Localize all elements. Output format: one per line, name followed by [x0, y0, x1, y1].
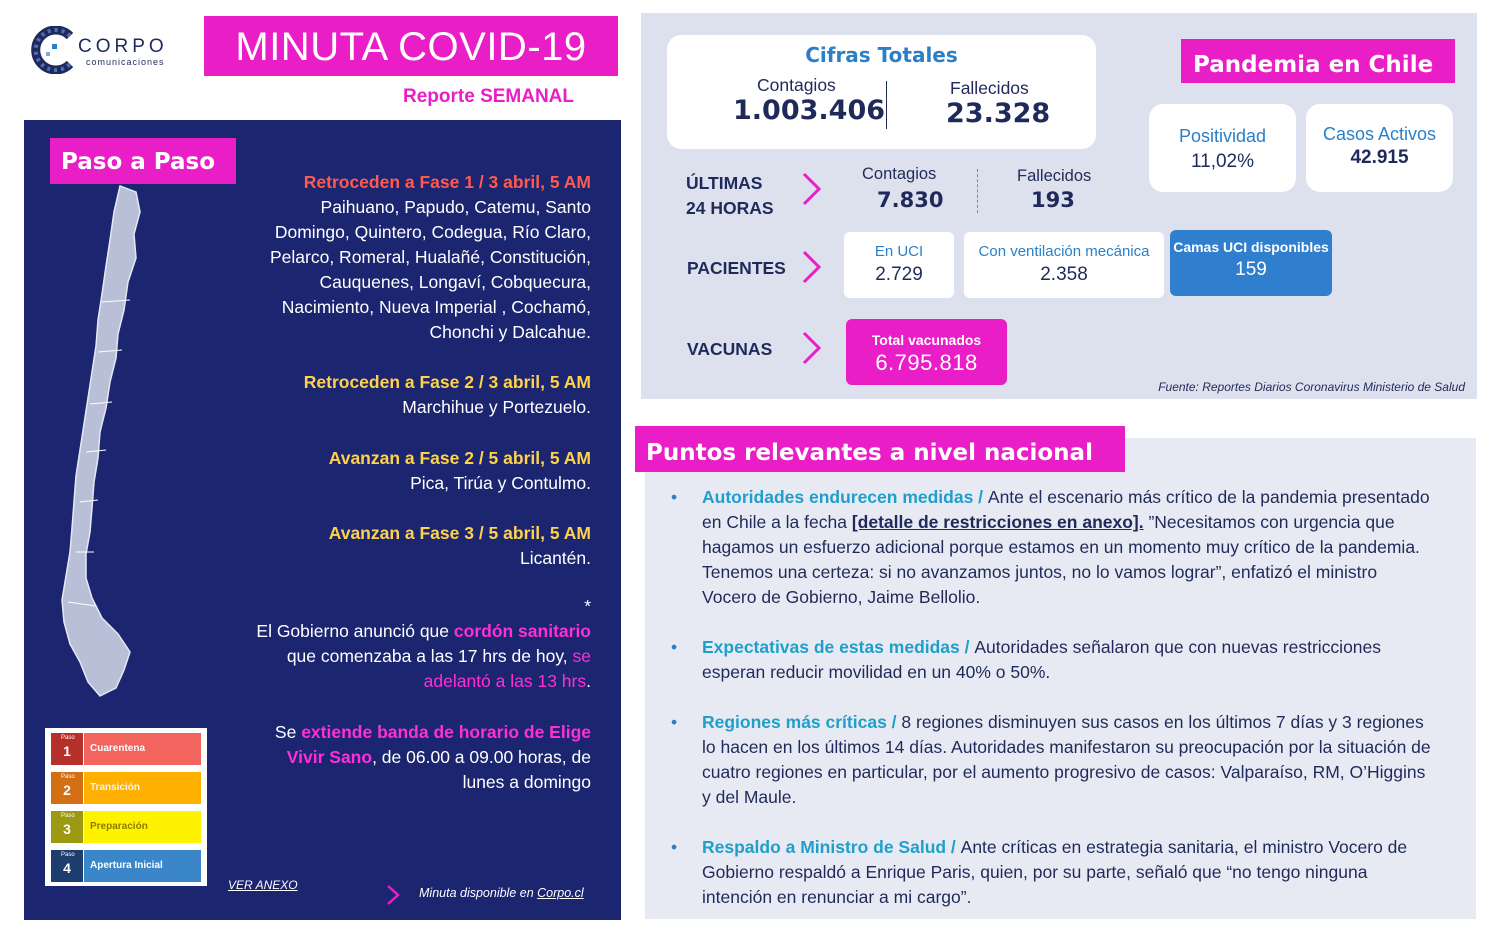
asterisk: * [584, 596, 591, 616]
vacunas-label: VACUNAS [687, 339, 773, 359]
legend-paso-label: Paso [61, 813, 75, 819]
legend-number [51, 850, 83, 882]
point-text: Ante el escenario más crítico de la pandemia presentado en Chile a la fecha [702, 487, 1430, 532]
bullet-icon: • [671, 637, 678, 657]
chile-map-icon [40, 182, 150, 702]
logo-subtitle: comunicaciones [86, 57, 165, 67]
page-title: MINUTA COVID-19 [204, 16, 618, 76]
ventilacion-value: 2.358 [1040, 264, 1088, 285]
en-uci-value: 2.729 [875, 264, 923, 285]
pacientes-label: PACIENTES [687, 258, 786, 278]
divider [886, 81, 887, 129]
fallecidos-total-value: 23.328 [946, 98, 1051, 129]
ultimas-24-label [686, 171, 774, 221]
horario-highlight: extiende banda de horario de Elige [301, 722, 591, 742]
legend-num-text: 3 [63, 821, 71, 837]
total-vacunados-value: 6.795.818 [875, 350, 978, 375]
legend-num-text: 4 [63, 860, 71, 876]
commune-line: Licantén. [519, 548, 591, 568]
cordon-text: que comenzaba a las 17 hrs de hoy, [286, 646, 573, 666]
logo-name: CORPO [78, 36, 168, 57]
fuente-note: Fuente: Reportes Diarios Coronavirus Ministerio de Salud [1158, 380, 1465, 394]
corpo-link[interactable]: Corpo.cl [537, 886, 584, 900]
anexo-link[interactable]: [detalle de restricciones en anexo]. [851, 512, 1144, 532]
legend-row-3 [51, 811, 201, 843]
commune-line: Chonchi y Dalcahue. [429, 322, 591, 342]
fallecidos-total-label: Fallecidos [950, 78, 1029, 98]
phase-heading: Retroceden a Fase 1 / 3 abril, 5 AM [303, 172, 591, 192]
legend-paso-label: Paso [61, 774, 75, 780]
chevron-right-icon [801, 330, 823, 366]
bullet-icon: • [671, 487, 678, 507]
ultimas-24-line-1: ÚLTIMAS [686, 173, 763, 193]
positividad-value: 11,02% [1190, 151, 1255, 172]
cordon-highlight: cordón sanitario [453, 621, 591, 641]
phase-legend [45, 728, 207, 886]
paso-a-paso-panel [24, 120, 621, 920]
point-title: Regiones más críticas / [702, 712, 902, 732]
cifras-totales-card [667, 35, 1096, 149]
point-title: Autoridades endurecen medidas / [702, 487, 988, 507]
bullet-icon: • [671, 712, 678, 732]
corpo-logo [30, 24, 200, 76]
commune-line: Marchihue y Portezuelo. [402, 397, 591, 417]
ventilacion-card [964, 232, 1164, 298]
point-autoridades [673, 485, 1433, 610]
horario-note [275, 720, 591, 795]
point-text: Ante críticas en estrategia sanitaria, el ministro Vocero de Gobierno respaldó a Enrique Paris, quien, por su parte, señaló que “no tengo ninguna intención en renunciar a mi cargo”. [702, 837, 1408, 907]
camas-uci-label: Camas UCI disponibles [1173, 239, 1329, 255]
contagios-24h-value: 7.830 [877, 188, 944, 212]
chevron-right-icon [801, 249, 823, 285]
total-vacunados-card [846, 319, 1007, 385]
chevron-right-icon [386, 884, 400, 906]
minuta-disponible [419, 886, 584, 900]
phase-group-3 [329, 446, 591, 496]
ventilacion-label: Con ventilación mecánica [978, 243, 1150, 260]
legend-number [51, 811, 83, 843]
bullet-icon: • [671, 837, 678, 857]
cordon-text: El Gobierno anunció que [256, 621, 454, 641]
legend-label: Apertura Inicial [84, 850, 201, 882]
contagios-total-label: Contagios [757, 75, 836, 95]
positividad-card [1149, 104, 1296, 192]
horario-text: Se [274, 722, 302, 742]
legend-number [51, 733, 83, 765]
legend-paso-label: Paso [61, 852, 75, 858]
phase-heading: Avanzan a Fase 2 / 5 abril, 5 AM [328, 448, 591, 468]
horario-text: , de 06.00 a 09.00 horas, de [372, 747, 591, 767]
point-title: Respaldo a Ministro de Salud / [702, 837, 961, 857]
report-subtitle: Reporte SEMANAL [403, 86, 575, 107]
point-text: ”Necesitamos con urgencia que hagamos un esfuerzo adicional porque estamos en un momento muy crítico de la pandemia. Tenemos una certeza: si no avanzamos juntos, no lo vamos lograr”, enfatizó el ministro Vocero de Gobierno, Jaime Bellolio. [702, 512, 1420, 607]
casos-activos-label: Casos Activos [1322, 124, 1437, 144]
phase-heading: Avanzan a Fase 3 / 5 abril, 5 AM [328, 523, 591, 543]
contagios-24h-label: Contagios [862, 165, 937, 183]
point-expectativas [673, 635, 1433, 685]
point-respaldo [673, 835, 1433, 910]
ultimas-24-line-2: 24 HORAS [686, 198, 774, 218]
total-vacunados-label: Total vacunados [871, 332, 982, 348]
legend-row-1 [51, 733, 201, 765]
commune-line: Pica, Tirúa y Contulmo. [410, 473, 591, 493]
phase-group-2 [304, 370, 591, 420]
legend-label: Preparación [84, 811, 201, 843]
commune-line: Nacimiento, Nueva Imperial , Cochamó, [281, 297, 591, 317]
point-title: Expectativas de estas medidas / [702, 637, 975, 657]
ver-anexo-link[interactable]: VER ANEXO [228, 878, 298, 892]
horario-text: lunes a domingo [462, 772, 591, 792]
commune-line: Pelarco, Romeral, Hualañé, Constitución, [270, 247, 591, 267]
horario-highlight: Vivir Sano [286, 747, 373, 767]
cordon-highlight: se [572, 646, 591, 666]
contagios-total-value: 1.003.406 [733, 95, 886, 126]
stats-panel [641, 13, 1477, 399]
cordon-text: . [586, 671, 591, 691]
corpo-logo-icon [30, 26, 78, 74]
legend-num-text: 2 [63, 782, 71, 798]
cifras-title: Cifras Totales [805, 43, 958, 67]
en-uci-label: En UCI [874, 243, 924, 260]
puntos-relevantes-panel [645, 438, 1476, 919]
cordon-highlight: adelantó a las 13 hrs [423, 671, 587, 691]
pandemia-chile-tag: Pandemia en Chile [1181, 39, 1455, 83]
en-uci-card [844, 232, 954, 298]
commune-line: Cauquenes, Longaví, Cobquecura, [319, 272, 591, 292]
point-text: Autoridades señalaron que con nuevas restricciones esperan reducir movilidad en un 40% o 50%. [702, 637, 1382, 682]
commune-line: Paihuano, Papudo, Catemu, Santo [320, 197, 591, 217]
casos-activos-card [1306, 104, 1453, 192]
fallecidos-24h-label: Fallecidos [1017, 167, 1092, 185]
cordon-sanitario-note [256, 594, 591, 694]
paso-a-paso-tag: Paso a Paso [50, 138, 236, 184]
casos-activos-value: 42.915 [1350, 147, 1409, 168]
legend-row-4 [51, 850, 201, 882]
disponible-text: Minuta disponible en [419, 886, 538, 900]
legend-num-text: 1 [63, 743, 71, 759]
camas-uci-card [1170, 230, 1332, 296]
fallecidos-24h-value: 193 [1031, 188, 1075, 212]
legend-row-2 [51, 772, 201, 804]
positividad-label: Positividad [1178, 126, 1267, 146]
phase-group-4 [329, 521, 591, 571]
legend-paso-label: Paso [61, 735, 75, 741]
chevron-right-icon [801, 171, 823, 207]
legend-label: Transición [84, 772, 201, 804]
point-regiones [673, 710, 1433, 810]
phase-heading: Retroceden a Fase 2 / 3 abril, 5 AM [303, 372, 591, 392]
camas-uci-value: 159 [1235, 259, 1267, 280]
point-text: 8 regiones disminuyen sus casos en los últimos 7 días y 3 regiones lo hacen en los últimos 14 días. Autoridades manifestaron su preocupación por la situación de cuatro regiones en particular, por el aumento progresivo de casos: Valparaíso, RM, O’Higgins y del Maule. [702, 712, 1431, 807]
phase-group-1 [270, 170, 591, 345]
legend-number [51, 772, 83, 804]
puntos-relevantes-tag: Puntos relevantes a nivel nacional [635, 426, 1125, 472]
commune-line: Domingo, Quintero, Codegua, Río Claro, [274, 222, 591, 242]
legend-label: Cuarentena [84, 733, 201, 765]
divider [977, 169, 978, 213]
